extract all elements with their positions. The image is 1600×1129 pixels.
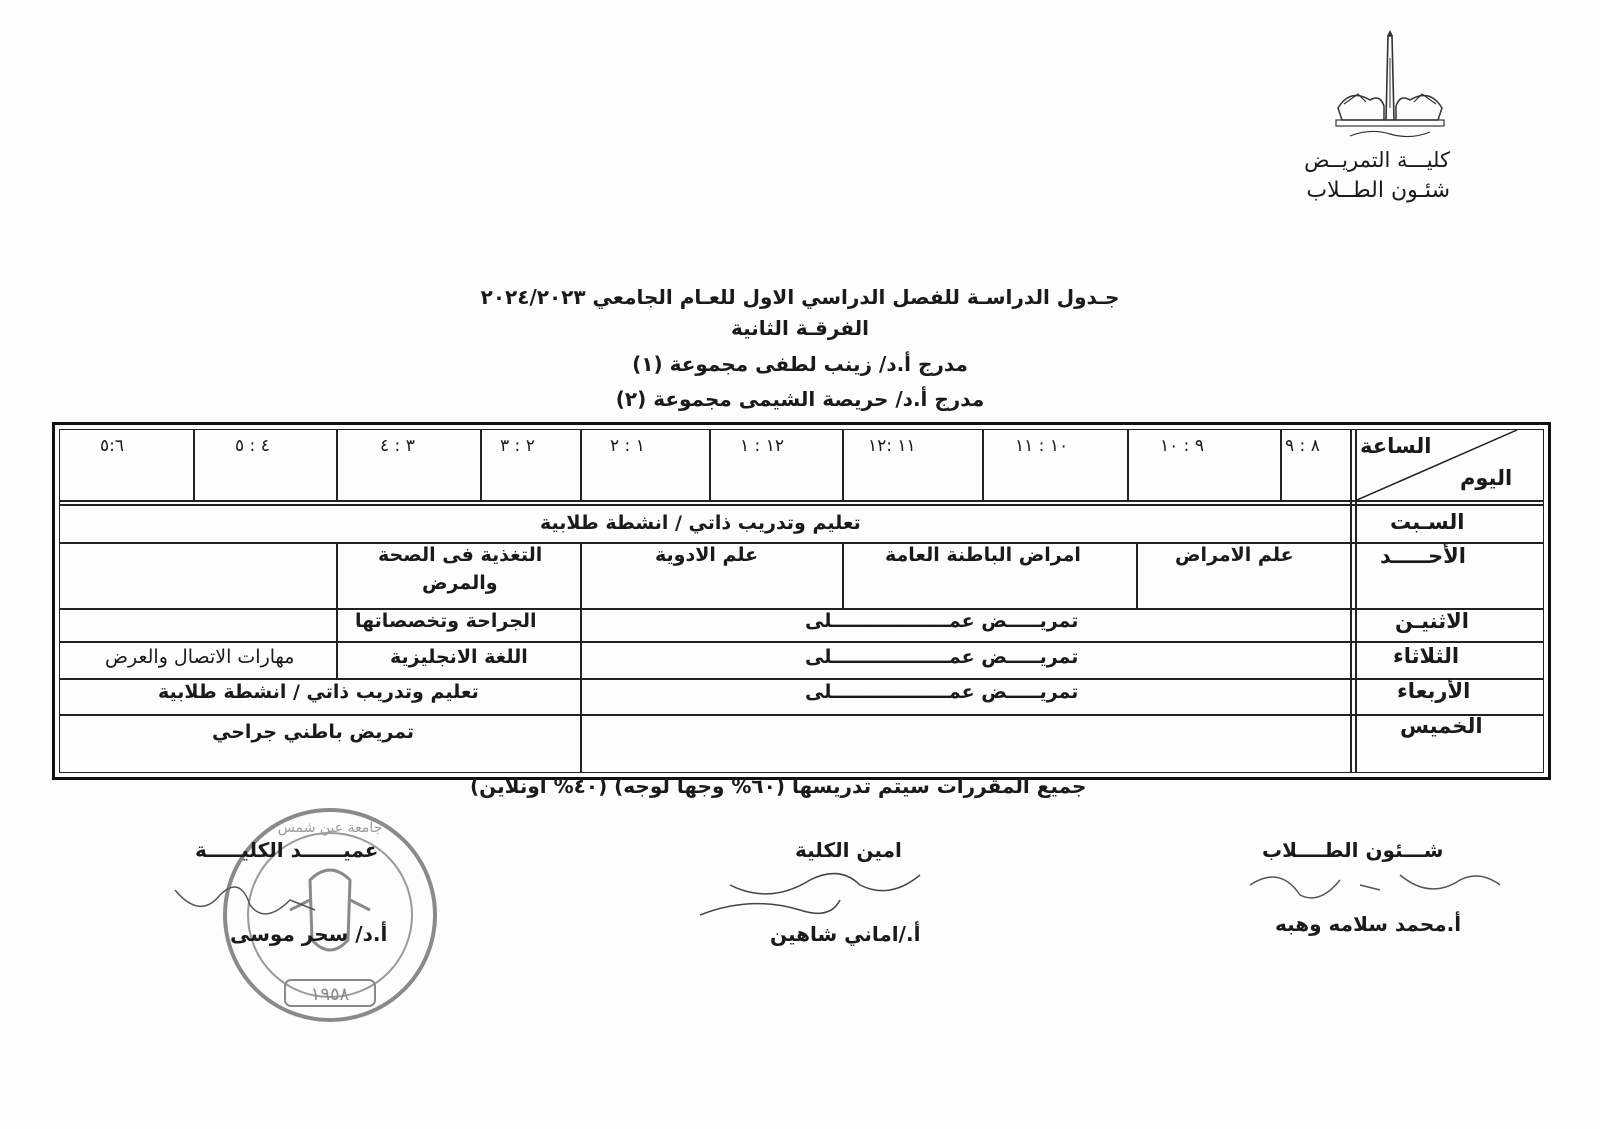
day-saturday: السـبت bbox=[1390, 510, 1465, 534]
secretary-name: أ./اماني شاهين bbox=[770, 922, 921, 946]
student-affairs-title: شـــئون الطــــلاب bbox=[1262, 838, 1444, 862]
tuesday-communication: مهارات الاتصال والعرض bbox=[105, 646, 295, 668]
hall-group-1: مدرج أ.د/ زينب لطفى مجموعة (١) bbox=[632, 352, 968, 376]
stamp-ring-text: جامعة عين شمس bbox=[277, 820, 383, 836]
monday-surgery: الجراحة وتخصصاتها bbox=[355, 610, 537, 632]
dean-name: أ.د/ سحر موسى bbox=[230, 922, 388, 946]
time-slot: ١١ :١٢ bbox=[868, 436, 916, 456]
secretary-title: امين الكلية bbox=[795, 838, 902, 862]
schedule-table bbox=[52, 422, 1551, 780]
dean-signature bbox=[170, 870, 320, 930]
tuesday-practical-nursing: تمريـــــض عمــــــــــــــــــلى bbox=[805, 646, 1079, 668]
day-thursday: الخميس bbox=[1400, 714, 1483, 738]
sunday-course-nutrition-line2: والمرض bbox=[422, 572, 498, 594]
student-affairs-name: أ.محمد سلامه وهبه bbox=[1275, 912, 1462, 936]
time-slot: ٥:٦ bbox=[100, 436, 124, 456]
sunday-course-pharmacology: علم الادوية bbox=[655, 544, 759, 566]
corner-time-label: الساعة bbox=[1360, 434, 1432, 458]
faculty-name: كليـــة التمريــض bbox=[1304, 148, 1450, 172]
page-title: جـدول الدراسـة للفصل الدراسي الاول للعـام الجامعي ٢٠٢٤/٢٠٢٣ bbox=[480, 285, 1120, 309]
sunday-course-nutrition: التغذية فى الصحة bbox=[378, 544, 543, 566]
university-logo-icon bbox=[1330, 28, 1450, 146]
time-slot: ٨ : ٩ bbox=[1285, 436, 1320, 456]
sunday-course-internal-medicine: امراض الباطنة العامة bbox=[885, 544, 1081, 566]
time-slot: ١ : ٢ bbox=[610, 436, 645, 456]
tuesday-english: اللغة الانجليزية bbox=[390, 646, 528, 668]
class-level: الفرقـة الثانية bbox=[730, 316, 870, 340]
time-slot: ٢ : ٣ bbox=[500, 436, 535, 456]
wednesday-practical-nursing: تمريـــــض عمــــــــــــــــــلى bbox=[805, 681, 1079, 703]
teaching-note: جميع المقررات سيتم تدريسها (٦٠% وجها لوجه) (٤٠% اونلاين) bbox=[470, 774, 1087, 798]
department-name: شئـون الطــلاب bbox=[1306, 178, 1450, 203]
saturday-activity: تعليم وتدريب ذاتي / انشطة طلابية bbox=[540, 512, 861, 534]
time-slot: ٩ : ١٠ bbox=[1160, 436, 1204, 456]
stamp-year: ١٩٥٨ bbox=[310, 984, 350, 1005]
sunday-course-pathology: علم الامراض bbox=[1175, 544, 1294, 566]
time-slot: ٣ : ٤ bbox=[380, 436, 415, 456]
time-slot: ٤ : ٥ bbox=[235, 436, 270, 456]
day-monday: الاثنيـن bbox=[1395, 609, 1469, 633]
day-wednesday: الأربعاء bbox=[1397, 679, 1471, 703]
day-tuesday: الثلاثاء bbox=[1393, 644, 1460, 668]
corner-day-label: اليوم bbox=[1460, 466, 1513, 490]
student-affairs-signature bbox=[1240, 855, 1510, 915]
hall-group-2: مدرج أ.د/ حريصة الشيمى مجموعة (٢) bbox=[615, 387, 985, 411]
wednesday-activity: تعليم وتدريب ذاتي / انشطة طلابية bbox=[158, 681, 479, 703]
monday-practical-nursing: تمريـــــض عمــــــــــــــــــلى bbox=[805, 610, 1079, 632]
time-slot: ١٢ : ١ bbox=[740, 436, 784, 456]
dean-title: عميــــــد الكليـــــة bbox=[195, 838, 379, 862]
thursday-medical-surgical: تمريض باطني جراحي bbox=[212, 721, 415, 743]
day-sunday: الأحـــــد bbox=[1380, 544, 1466, 568]
time-slot: ١٠ : ١١ bbox=[1015, 436, 1069, 456]
